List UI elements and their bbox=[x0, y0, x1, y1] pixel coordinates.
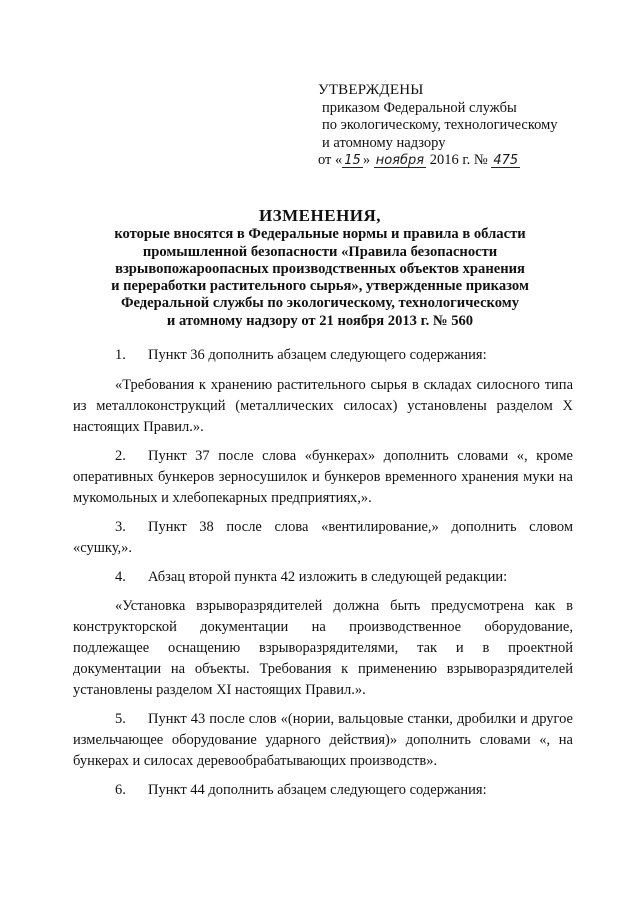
item-text: Пункт 36 дополнить абзацем следующего содержания: bbox=[148, 347, 487, 363]
approval-line-2: по экологическому, технологическому bbox=[322, 117, 558, 133]
item-text: Пункт 43 после слов «(нории, вальцовые станки, дробилки и другое измельчающее оборудование ударного действия)» дополнить словами «, на бункерах и силосах деревообрабатывающих производств». bbox=[73, 711, 573, 769]
document-heading bbox=[60, 207, 580, 330]
heading-line-4: и переработки растительного сырья», утвержденные приказом bbox=[111, 278, 529, 295]
item-3 bbox=[73, 517, 573, 559]
item-number: 6. bbox=[115, 782, 126, 798]
item-text: Пункт 44 дополнить абзацем следующего содержания: bbox=[148, 782, 487, 798]
handwritten-day: 15 bbox=[344, 153, 361, 168]
approval-block bbox=[318, 82, 618, 170]
item-4 bbox=[73, 567, 573, 588]
item-number: 4. bbox=[115, 569, 126, 585]
heading-line-3: взрывопожароопасных производственных объектов хранения bbox=[115, 260, 525, 277]
item-2 bbox=[73, 446, 573, 509]
approval-date-line bbox=[318, 152, 618, 170]
item-number: 1. bbox=[115, 347, 126, 363]
heading-line-2: промышленной безопасности «Правила безопасности bbox=[142, 243, 498, 260]
item-1-quote: «Требования к хранению растительного сырья в складах силосного типа из металлоконструкций (металлических силосах) установлены разделом X настоящих Правил.». bbox=[73, 377, 573, 435]
item-1 bbox=[73, 345, 573, 366]
date-prefix: от « bbox=[318, 152, 343, 168]
item-4-quote: «Установка взрыворазрядителей должна быть предусмотрена как в конструкторской документации на производственное оборудование, подлежащее оснащению взрыворазрядителями, так и в проектной документации на объекты. Требования к применению взрыворазрядителей установлены разделом XI настоящих Правил.». bbox=[73, 598, 573, 698]
item-text: Пункт 37 после слова «бункерах» дополнить словами «, кроме оперативных бункеров зерносушилок и бункеров временного хранения муки на мукомольных и хлебопекарных предприятиях,». bbox=[73, 448, 573, 506]
heading-line-1: которые вносятся в Федеральные нормы и правила в области bbox=[114, 226, 526, 243]
item-number: 5. bbox=[115, 711, 126, 727]
item-text: Абзац второй пункта 42 изложить в следующей редакции: bbox=[148, 569, 508, 585]
date-mid: » bbox=[362, 152, 371, 168]
approval-line-3: и атомному надзору bbox=[322, 134, 446, 151]
heading-title: ИЗМЕНЕНИЯ, bbox=[258, 206, 382, 225]
heading-line-5: Федеральной службы по экологическому, технологическому bbox=[120, 295, 520, 312]
handwritten-month: ноября bbox=[375, 153, 425, 168]
item-5 bbox=[73, 709, 573, 772]
item-6 bbox=[73, 780, 573, 801]
document-body bbox=[73, 345, 573, 801]
handwritten-order-number: 475 bbox=[493, 153, 519, 168]
approval-title: УТВЕРЖДЕНЫ bbox=[318, 82, 424, 98]
date-year: 2016 г. № bbox=[429, 152, 488, 168]
approval-line-1: приказом Федеральной службы bbox=[322, 99, 517, 116]
heading-line-6: и атомному надзору от 21 ноября 2013 г. № 560 bbox=[166, 312, 474, 329]
item-number: 3. bbox=[115, 519, 126, 535]
item-number: 2. bbox=[115, 448, 126, 464]
item-text: Пункт 38 после слова «вентилирование,» дополнить словом «сушку,». bbox=[73, 519, 573, 556]
